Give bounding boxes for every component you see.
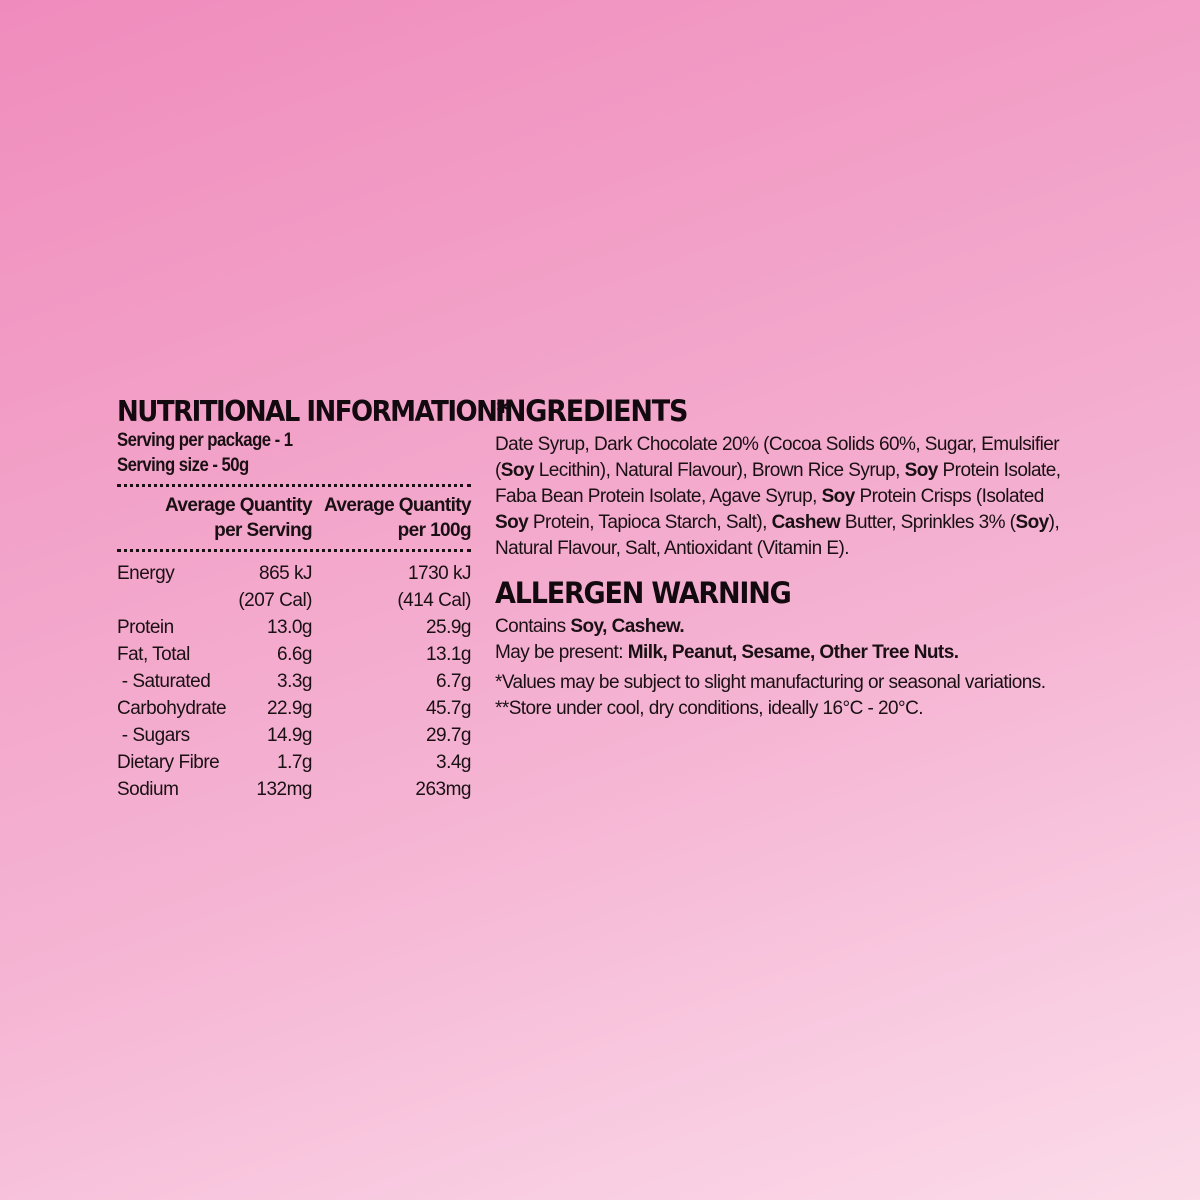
per-serving-value: 865 kJ — [259, 563, 312, 584]
serving-size: Serving size - 50g — [117, 455, 249, 476]
table-row — [117, 560, 471, 587]
nutrient-label: Protein — [117, 617, 174, 638]
table-row — [117, 722, 471, 749]
column-header-line: per 100g — [397, 520, 471, 541]
ingredient-text: ), — [1048, 512, 1060, 533]
per-serving-value: (207 Cal) — [238, 590, 312, 611]
allergen-highlight: Soy — [821, 486, 855, 507]
ingredient-text: Date Syrup, Dark Chocolate 20% (Cocoa Solids 60%, Sugar, Emulsifier — [495, 434, 1060, 455]
table-row — [117, 641, 471, 668]
nutrient-label: Dietary Fibre — [117, 752, 220, 773]
allergen-contains-prefix: Contains — [495, 616, 571, 637]
table-row — [117, 695, 471, 722]
ingredients-text — [495, 432, 1095, 562]
ingredients-title: INGREDIENTS — [495, 395, 688, 429]
ingredient-text: Lecithin), Natural Flavour), Brown Rice Syrup, — [533, 460, 905, 481]
ingredients-line — [495, 432, 1095, 458]
nutrient-label: Sodium — [117, 779, 179, 800]
nutrient-label: Carbohydrate — [117, 698, 227, 719]
ingredient-text: Protein Crisps (Isolated — [854, 486, 1044, 507]
allergen-may-contain — [495, 640, 1095, 666]
allergen-contains — [495, 614, 1095, 640]
per-100g-value: 29.7g — [425, 725, 471, 746]
per-100g-value: (414 Cal) — [397, 590, 471, 611]
ingredient-text: Butter, Sprinkles 3% ( — [840, 512, 1016, 533]
nutrient-label: Fat, Total — [117, 644, 190, 665]
column-header-line: Average Quantity — [164, 495, 312, 516]
per-serving-value: 22.9g — [266, 698, 312, 719]
dotted-divider — [117, 549, 471, 552]
ingredient-text: Protein, Tapioca Starch, Salt), — [528, 512, 772, 533]
ingredients-line — [495, 458, 1095, 484]
column-headers — [117, 493, 471, 543]
allergen-contains-list: Soy, Cashew. — [570, 616, 685, 637]
nutrient-label: - Saturated — [117, 671, 211, 692]
nutrient-label — [117, 587, 237, 614]
per-serving-value: 3.3g — [277, 671, 312, 692]
notes — [495, 670, 1095, 722]
per-serving-value: 1.7g — [277, 752, 312, 773]
allergen-highlight: Soy — [500, 460, 534, 481]
nutrition-panel — [117, 394, 509, 803]
allergen-title: ALLERGEN WARNING — [495, 577, 791, 611]
per-100g-value: 263mg — [415, 779, 471, 800]
per-100g-value: 6.7g — [436, 671, 471, 692]
ingredients-panel — [495, 394, 1095, 722]
nutrient-label: Energy — [117, 563, 175, 584]
allergen-highlight: Cashew — [771, 512, 841, 533]
allergen-highlight: Soy — [904, 460, 938, 481]
ingredient-text: Faba Bean Protein Isolate, Agave Syrup, — [495, 486, 822, 507]
column-header-line: per Serving — [214, 520, 312, 541]
column-header-per-100g — [312, 493, 471, 543]
per-serving-value: 6.6g — [277, 644, 312, 665]
allergen-may-list: Milk, Peanut, Sesame, Other Tree Nuts. — [627, 642, 959, 663]
ingredients-line — [495, 510, 1095, 536]
ingredient-text: Natural Flavour, Salt, Antioxidant (Vitamin E). — [495, 538, 849, 559]
per-100g-value: 13.1g — [425, 644, 471, 665]
per-serving-value: 14.9g — [266, 725, 312, 746]
nutrition-table — [117, 560, 471, 803]
ingredients-line — [495, 484, 1095, 510]
per-100g-value: 45.7g — [425, 698, 471, 719]
note-variation: *Values may be subject to slight manufacturing or seasonal variations. — [495, 672, 1046, 693]
nutrient-label: - Sugars — [117, 725, 190, 746]
allergen-highlight: Soy — [495, 512, 529, 533]
per-serving-value: 13.0g — [266, 617, 312, 638]
per-100g-value: 3.4g — [436, 752, 471, 773]
table-row — [117, 614, 471, 641]
per-100g-value: 25.9g — [425, 617, 471, 638]
per-100g-value: 1730 kJ — [407, 563, 471, 584]
ingredient-text: ( — [495, 460, 501, 481]
ingredient-text: Protein Isolate, — [937, 460, 1061, 481]
allergen-may-prefix: May be present: — [495, 642, 628, 663]
table-row — [117, 587, 471, 614]
note-storage: **Store under cool, dry conditions, ideally 16°C - 20°C. — [495, 698, 923, 719]
servings-per-package: Serving per package - 1 — [117, 430, 293, 451]
column-header-line: Average Quantity — [323, 495, 471, 516]
table-row — [117, 668, 471, 695]
per-serving-value: 132mg — [256, 779, 312, 800]
table-row — [117, 776, 471, 803]
column-header-per-serving — [117, 493, 312, 543]
allergen-highlight: Soy — [1015, 512, 1049, 533]
dotted-divider — [117, 484, 471, 487]
ingredients-line — [495, 536, 1095, 562]
table-row — [117, 749, 471, 776]
nutrition-title: NUTRITIONAL INFORMATION* — [117, 396, 509, 429]
